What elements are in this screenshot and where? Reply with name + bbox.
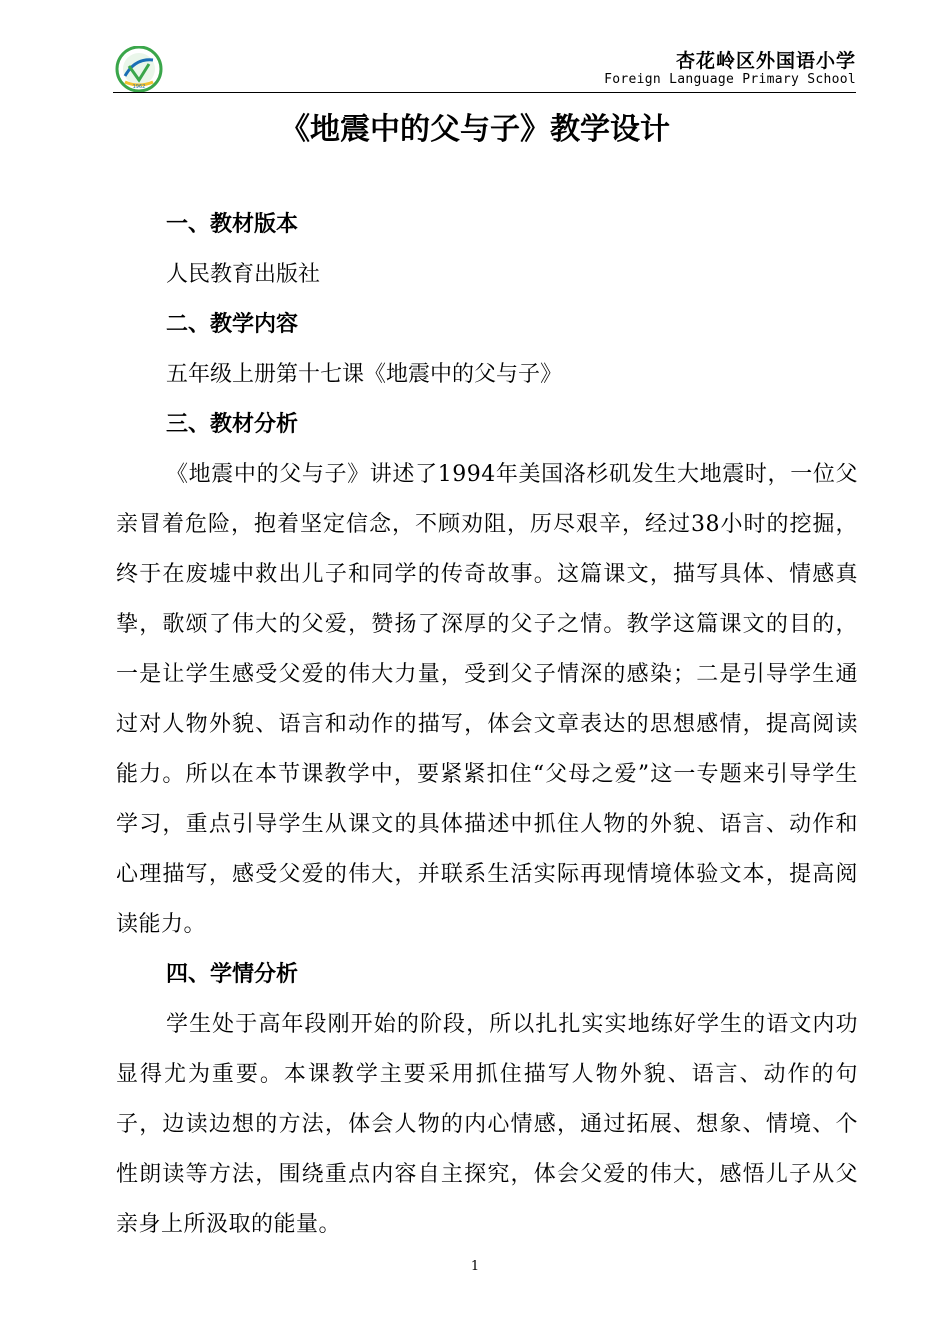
svg-text:1962: 1962 <box>132 84 146 90</box>
document-title: 《地震中的父与子》教学设计 <box>280 112 670 147</box>
section-paragraph: 学生处于高年段刚开始的阶段，所以扎扎实实地练好学生的语文内功显得尤为重要。本课教学主要采用抓住描写人物外貌、语言、动作的句子，边读边想的方法，体会人物的内心情感，通过拓展、想象、情境、个性朗读等方法，围绕重点内容自主探究，体会父爱的伟大，感悟儿子从父亲身上所汲取的能量。 <box>116 1012 858 1237</box>
section-heading: 二、教学内容 <box>166 312 299 337</box>
school-name-en: Foreign Language Primary School <box>604 72 856 87</box>
page-header <box>113 42 856 93</box>
school-logo <box>113 46 165 92</box>
section-heading: 一、教材版本 <box>166 212 299 237</box>
section-heading: 四、学情分析 <box>166 962 299 987</box>
school-name-cn: 杏花岭区外国语小学 <box>675 50 856 72</box>
section-text: 五年级上册第十七课《地震中的父与子》 <box>166 362 563 387</box>
document-body <box>116 200 858 1250</box>
section-heading: 三、教材分析 <box>166 412 299 437</box>
section-paragraph: 《地震中的父与子》讲述了1994年美国洛杉矶发生大地震时，一位父亲冒着危险，抱着坚定信念，不顾劝阻，历尽艰辛，经过38小时的挖掘，终于在废墟中救出儿子和同学的传奇故事。这篇课文，描写具体、情感真挚，歌颂了伟大的父爱，赞扬了深厚的父子之情。教学这篇课文的目的，一是让学生感受父爱的伟大力量，受到父子情深的感染；二是引导学生通过对人物外貌、语言和动作的描写，体会文章表达的思想感情，提高阅读能力。所以在本节课教学中，要紧紧扣住“父母之爱”这一专题来引导学生学习，重点引导学生从课文的具体描述中抓住人物的外貌、语言、动作和心理描写，感受父爱的伟大，并联系生活实际再现情境体验文本，提高阅读能力。 <box>116 462 858 937</box>
page-number: 1 <box>470 1259 480 1274</box>
section-text: 人民教育出版社 <box>166 262 321 287</box>
